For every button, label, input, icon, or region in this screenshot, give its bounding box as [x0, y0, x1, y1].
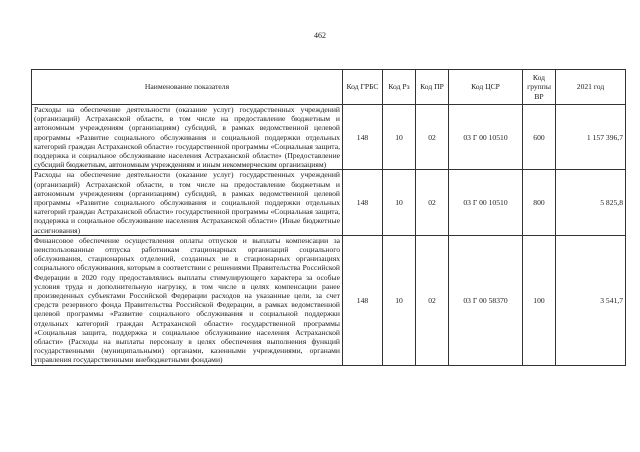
row-vr: 600 — [523, 105, 556, 170]
table-row — [32, 170, 626, 235]
page-number: 462 — [314, 31, 326, 40]
header-pr: Код ПР — [416, 70, 449, 105]
header-year: 2021 год — [556, 70, 626, 105]
row-rz: 10 — [383, 170, 416, 235]
row-pr: 02 — [416, 170, 449, 235]
header-grbs: Код ГРБС — [343, 70, 383, 105]
budget-table — [31, 69, 626, 366]
row-amount: 3 541,7 — [556, 235, 626, 365]
row-rz: 10 — [383, 105, 416, 170]
header-name: Наименование показателя — [32, 70, 343, 105]
row-csr: 03 Г 00 58370 — [449, 235, 523, 365]
row-csr: 03 Г 00 10510 — [449, 105, 523, 170]
row-rz: 10 — [383, 235, 416, 365]
header-csr: Код ЦСР — [449, 70, 523, 105]
row-amount: 5 825,8 — [556, 170, 626, 235]
row-name: Финансовое обеспечение осуществления оплаты отпусков и выплаты компенсации за неиспользованные отпуска работникам стационарных организаций социального обслуживания, стационарных отделений, созданных не в стационарных организациях социального обслуживания, которым в соответствии с решениями Правительства Российской Федерации в 2020 году предоставлялись выплаты стимулирующего характера за особые условия труда и дополнительную нагрузку, в том числе в целях компенсации ранее произведенных субъектами Российской Федерации расходов на указанные цели, за счет средств резервного фонда Правительства Российской Федерации, в рамках ведомственной целевой программы «Развитие социального обслуживания и социальной поддержки отдельных категорий граждан Астраханской области» государственной программы «Социальная защита, поддержка и социальное обслуживание населения Астраханской области» (Расходы на выплаты персоналу в целях обеспечения выполнения функций государственными (муниципальными) органами, казенными учреждениями, органами управления государственными внебюджетными фондами) — [32, 235, 343, 365]
row-grbs: 148 — [343, 105, 383, 170]
row-csr: 03 Г 00 10510 — [449, 170, 523, 235]
header-rz: Код Рз — [383, 70, 416, 105]
table-row — [32, 105, 626, 170]
row-name: Расходы на обеспечение деятельности (оказание услуг) государственных учреждений (организаций) Астраханской области, в том числе на предоставление бюджетным и автономным учреждениям (организациям) субсидий, в рамках ведомственной целевой программы «Развитие социального обслуживания и социальной поддержки отдельных категорий граждан Астраханской области» государственной программы «Социальная защита, поддержка и социальное обслуживание населения Астраханской области» (Предоставление субсидий бюджетным, автономным учреждениям и иным некоммерческим организациям) — [32, 105, 343, 170]
row-pr: 02 — [416, 235, 449, 365]
row-vr: 100 — [523, 235, 556, 365]
table-header-row — [32, 70, 626, 105]
row-name: Расходы на обеспечение деятельности (оказание услуг) государственных учреждений (организаций) Астраханской области, в том числе на предоставление бюджетным и автономным учреждениям (организациям) субсидий, в рамках ведомственной целевой программы «Развитие социального обслуживания и социальной поддержки отдельных категорий граждан Астраханской области» государственной программы «Социальная защита, поддержка и социальное обслуживание населения Астраханской области» (Иные бюджетные ассигнования) — [32, 170, 343, 235]
header-vr: Код группы ВР — [523, 70, 556, 105]
row-grbs: 148 — [343, 170, 383, 235]
table-row — [32, 235, 626, 365]
row-grbs: 148 — [343, 235, 383, 365]
row-amount: 1 157 396,7 — [556, 105, 626, 170]
row-pr: 02 — [416, 105, 449, 170]
row-vr: 800 — [523, 170, 556, 235]
